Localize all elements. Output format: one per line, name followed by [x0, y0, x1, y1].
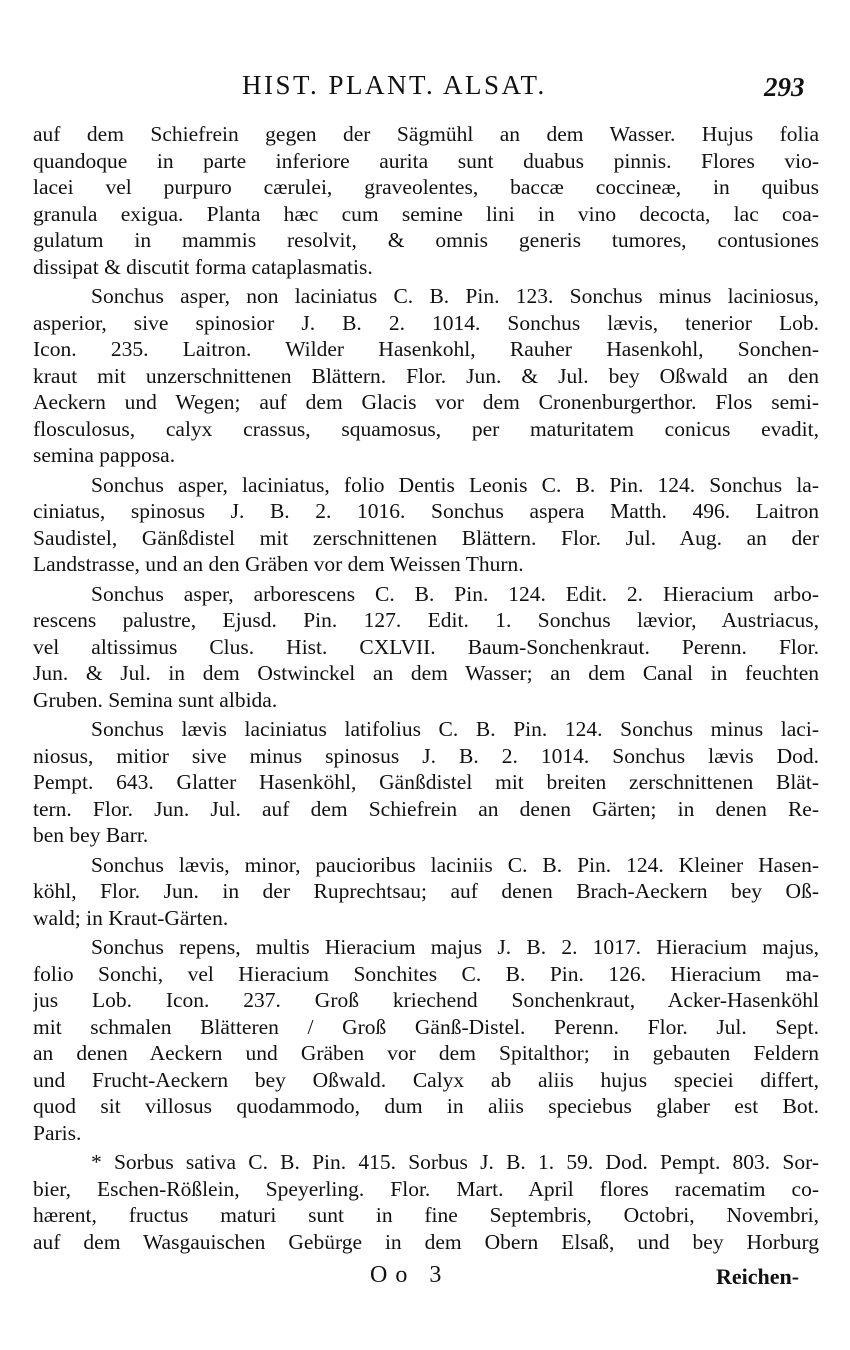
text-line: semina papposa.: [33, 443, 176, 467]
text-line: rescens palustre, Ejusd. Pin. 127. Edit. 1. Sonchus lævior, Austriacus,: [33, 608, 819, 632]
text-block: [33, 121, 819, 1255]
page-number: 293: [764, 72, 805, 102]
text-line: ben bey Barr.: [33, 823, 149, 847]
entry-first-line: * Sorbus sativa C. B. Pin. 415. Sorbus J. B. 1. 59. Dod. Pempt. 803. Sor-: [91, 1150, 819, 1174]
text-line: und Frucht-Aeckern bey Oßwald. Calyx ab aliis hujus speciei differt,: [33, 1067, 819, 1092]
entry-first-line: Sonchus lævis laciniatus latifolius C. B. Pin. 124. Sonchus minus laci-: [91, 717, 819, 741]
entry-first-line: Sonchus lævis, minor, paucioribus laciniis C. B. Pin. 124. Kleiner Hasen-: [91, 852, 819, 877]
text-line: Aeckern und Wegen; auf dem Glacis vor dem Cronenburgerthor. Flos semi-: [33, 390, 819, 414]
text-line: niosus, mitior sive minus spinosus J. B. 2. 1014. Sonchus lævis Dod.: [33, 743, 819, 768]
text-line: vel altissimus Clus. Hist. CXLVII. Baum-Sonchenkraut. Perenn. Flor.: [33, 634, 819, 659]
text-line: mit schmalen Blätteren / Groß Gänß-Distel. Perenn. Flor. Jul. Sept.: [33, 1014, 819, 1039]
text-line: ciniatus, spinosus J. B. 2. 1016. Sonchus aspera Matth. 496. Laitron: [33, 499, 819, 523]
text-line: an denen Aeckern und Gräben vor dem Spitalthor; in gebauten Feldern: [33, 1041, 819, 1065]
text-line: gulatum in mammis resolvit, & omnis generis tumores, contusiones: [33, 228, 819, 252]
text-line: flosculosus, calyx crassus, squamosus, per maturitatem conicus evadit,: [33, 416, 819, 441]
text-line: tern. Flor. Jun. Jul. auf dem Schiefrein an denen Gärten; in denen Re-: [33, 796, 819, 821]
text-line: auf dem Wasgauischen Gebürge in dem Obern Elsaß, und bey Horburg: [33, 1229, 819, 1254]
page-header: [0, 70, 850, 110]
running-title: HIST. PLANT. ALSAT.: [242, 70, 547, 100]
entry-first-line: Sonchus repens, multis Hieracium majus J. B. 2. 1017. Hieracium majus,: [91, 935, 819, 959]
text-line: granula exigua. Planta hæc cum semine lini in vino decocta, lac coa-: [33, 201, 819, 226]
entry-first-line: Sonchus asper, non laciniatus C. B. Pin. 123. Sonchus minus laciniosus,: [91, 284, 819, 308]
text-line: auf dem Schiefrein gegen der Sägmühl an dem Wasser. Hujus folia: [33, 122, 819, 146]
text-line: hærent, fructus maturi sunt in fine Septembris, Octobri, Novembri,: [33, 1203, 819, 1227]
text-line: dissipat & discutit forma cataplasmatis.: [33, 254, 373, 279]
text-line: quandoque in parte inferiore aurita sunt duabus pinnis. Flores vio-: [33, 148, 819, 173]
text-line: Saudistel, Gänßdistel mit zerschnittenen Blättern. Flor. Jul. Aug. an der: [33, 525, 819, 550]
text-line: jus Lob. Icon. 237. Groß kriechend Sonchenkraut, Acker-Hasenköhl: [33, 988, 819, 1012]
catchword: Reichen-: [716, 1264, 800, 1289]
text-line: quod sit villosus quodammodo, dum in aliis speciebus glaber est Bot.: [33, 1094, 819, 1118]
text-line: lacei vel purpuro cærulei, graveolentes, baccæ coccineæ, in quibus: [33, 175, 819, 199]
text-line: wald; in Kraut-Gärten.: [33, 905, 229, 930]
text-line: Gruben. Semina sunt albida.: [33, 687, 278, 712]
entry-first-line: Sonchus asper, laciniatus, folio Dentis Leonis C. B. Pin. 124. Sonchus la-: [91, 472, 819, 497]
text-line: folio Sonchi, vel Hieracium Sonchites C. B. Pin. 126. Hieracium ma-: [33, 961, 819, 986]
page-footer: [0, 1262, 850, 1302]
text-line: Icon. 235. Laitron. Wilder Hasenkohl, Rauher Hasenkohl, Sonchen-: [33, 337, 819, 361]
text-line: Jun. & Jul. in dem Ostwinckel an dem Wasser; an dem Canal in feuchten: [33, 661, 819, 685]
text-line: kraut mit unzerschnittenen Blättern. Flor. Jun. & Jul. bey Oßwald an den: [33, 363, 819, 388]
text-line: Paris.: [33, 1120, 82, 1145]
signature-mark: Oo 3: [370, 1262, 450, 1288]
text-line: bier, Eschen-Rößlein, Speyerling. Flor. Mart. April flores racematim co-: [33, 1176, 819, 1201]
text-line: asperior, sive spinosior J. B. 2. 1014. Sonchus lævis, tenerior Lob.: [33, 310, 819, 335]
text-line: köhl, Flor. Jun. in der Ruprechtsau; auf denen Brach-Aeckern bey Oß-: [33, 879, 819, 903]
text-line: Landstrasse, und an den Gräben vor dem Weissen Thurn.: [33, 552, 524, 576]
text-line: Pempt. 643. Glatter Hasenköhl, Gänßdistel mit breiten zerschnittenen Blät-: [33, 770, 819, 794]
entry-first-line: Sonchus asper, arborescens C. B. Pin. 124. Edit. 2. Hieracium arbo-: [91, 581, 819, 606]
